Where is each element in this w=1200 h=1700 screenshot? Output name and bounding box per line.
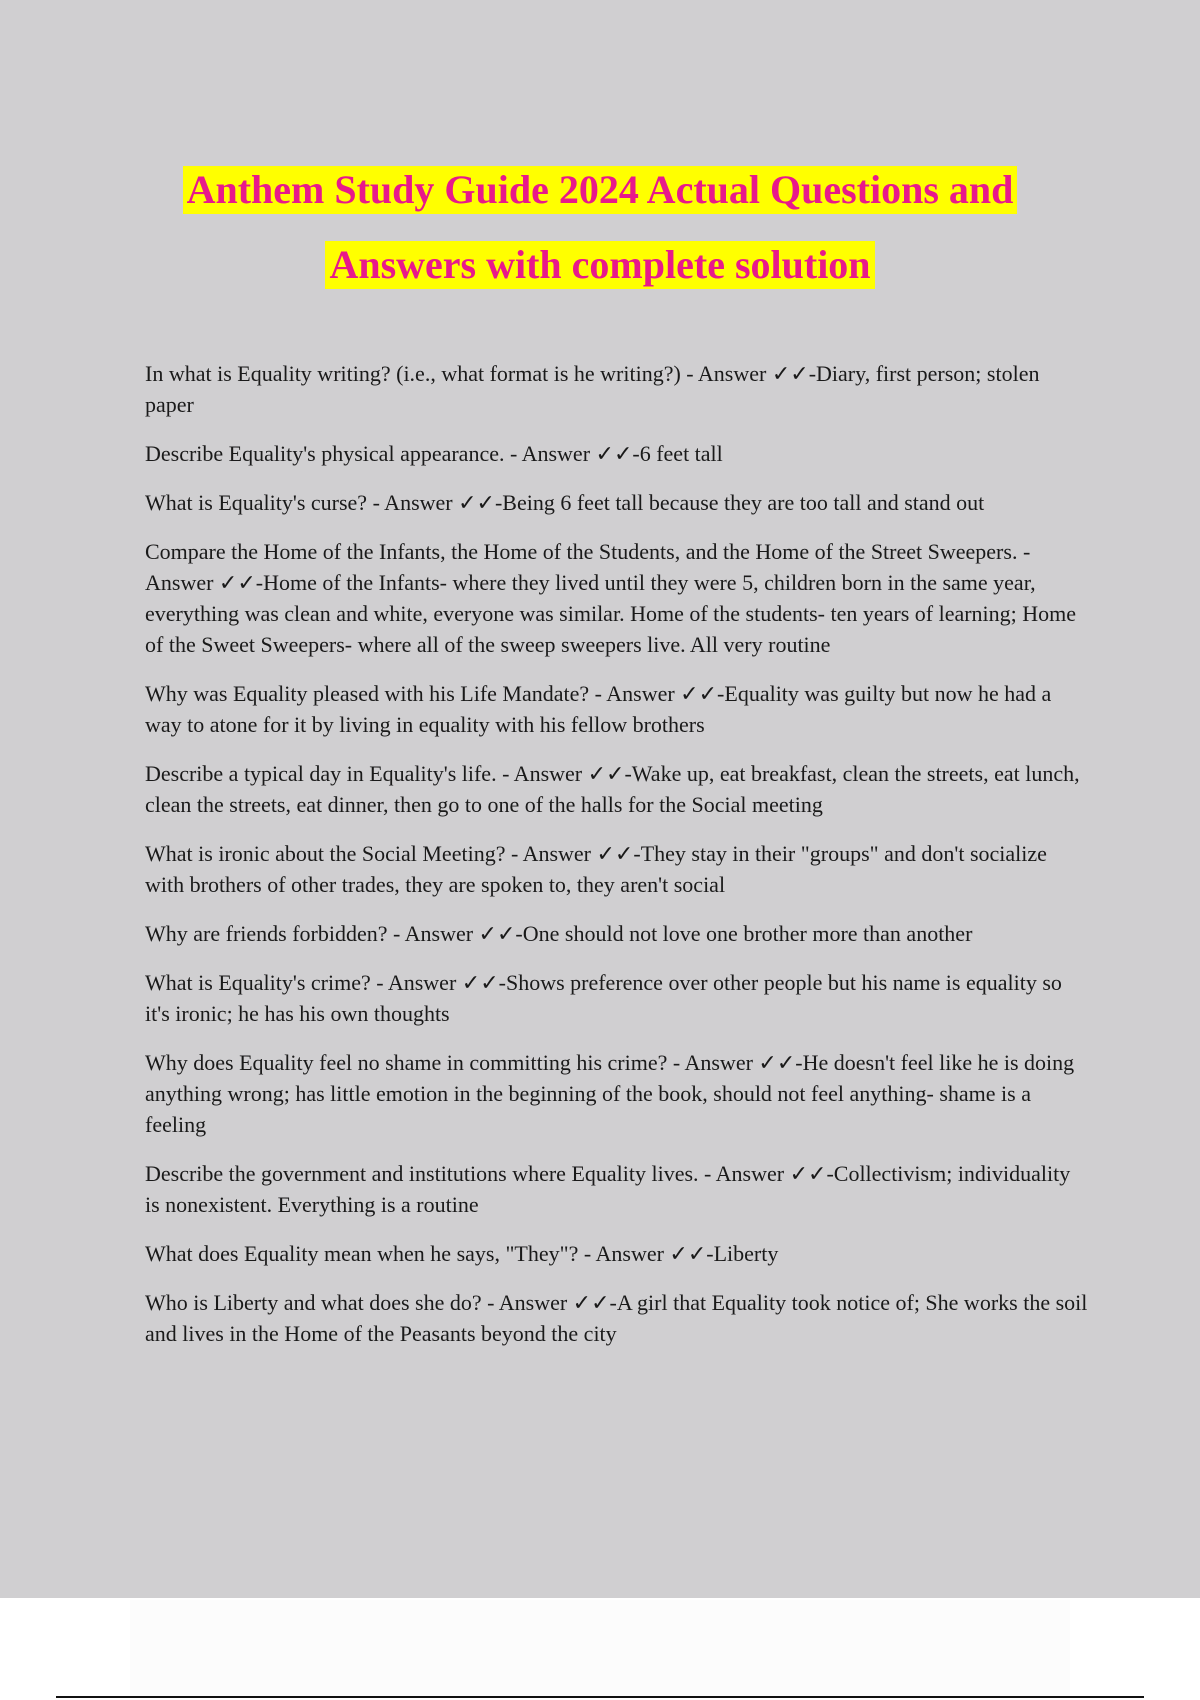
title-line-2: Answers with complete solution: [325, 241, 874, 289]
footer-divider: [56, 1696, 1144, 1698]
title-line-1: Anthem Study Guide 2024 Actual Questions and: [183, 166, 1018, 214]
qa-item: In what is Equality writing? (i.e., what format is he writing?) - Answer ✓✓-Diary, first person; stolen paper: [145, 361, 1040, 417]
qa-item: Describe a typical day in Equality's life. - Answer ✓✓-Wake up, eat breakfast, clean the streets, eat lunch, clean the streets, eat dinner, then go to one of the halls for the Social meeting: [145, 761, 1080, 817]
document-title: [0, 166, 1200, 289]
qa-item: Compare the Home of the Infants, the Home of the Students, and the Home of the Street Sweepers. - Answer ✓✓-Home of the Infants- where they lived until they were 5, children born in the same year, everything was clean and white, everyone was similar. Home of the students- ten years of learning; Home of the Sweet Sweepers- where all of the sweep sweepers live. All very routine: [145, 539, 1077, 657]
qa-item: Describe Equality's physical appearance. - Answer ✓✓-6 feet tall: [145, 441, 723, 466]
qa-item: Why does Equality feel no shame in committing his crime? - Answer ✓✓-He doesn't feel like he is doing anything wrong; has little emotion in the beginning of the book, should not feel anything- shame is a feeling: [145, 1050, 1075, 1137]
qa-item: Describe the government and institutions where Equality lives. - Answer ✓✓-Collectivism; individuality is nonexistent. Everything is a routine: [145, 1161, 1071, 1217]
qa-item: What does Equality mean when he says, "They"? - Answer ✓✓-Liberty: [145, 1241, 779, 1266]
qa-list: [145, 358, 1090, 1367]
qa-item: Why are friends forbidden? - Answer ✓✓-One should not love one brother more than another: [145, 921, 973, 946]
qa-item: What is Equality's crime? - Answer ✓✓-Shows preference over other people but his name is equality so it's ironic; he has his own thoughts: [145, 970, 1062, 1026]
qa-item: What is Equality's curse? - Answer ✓✓-Being 6 feet tall because they are too tall and stand out: [145, 490, 985, 515]
footer-panel: [130, 1600, 1070, 1696]
qa-item: What is ironic about the Social Meeting? - Answer ✓✓-They stay in their "groups" and don't socialize with brothers of other trades, they are spoken to, they aren't social: [145, 841, 1047, 897]
qa-item: Why was Equality pleased with his Life Mandate? - Answer ✓✓-Equality was guilty but now he had a way to atone for it by living in equality with his fellow brothers: [145, 681, 1052, 737]
qa-item: Who is Liberty and what does she do? - Answer ✓✓-A girl that Equality took notice of; She works the soil and lives in the Home of the Peasants beyond the city: [145, 1290, 1088, 1346]
